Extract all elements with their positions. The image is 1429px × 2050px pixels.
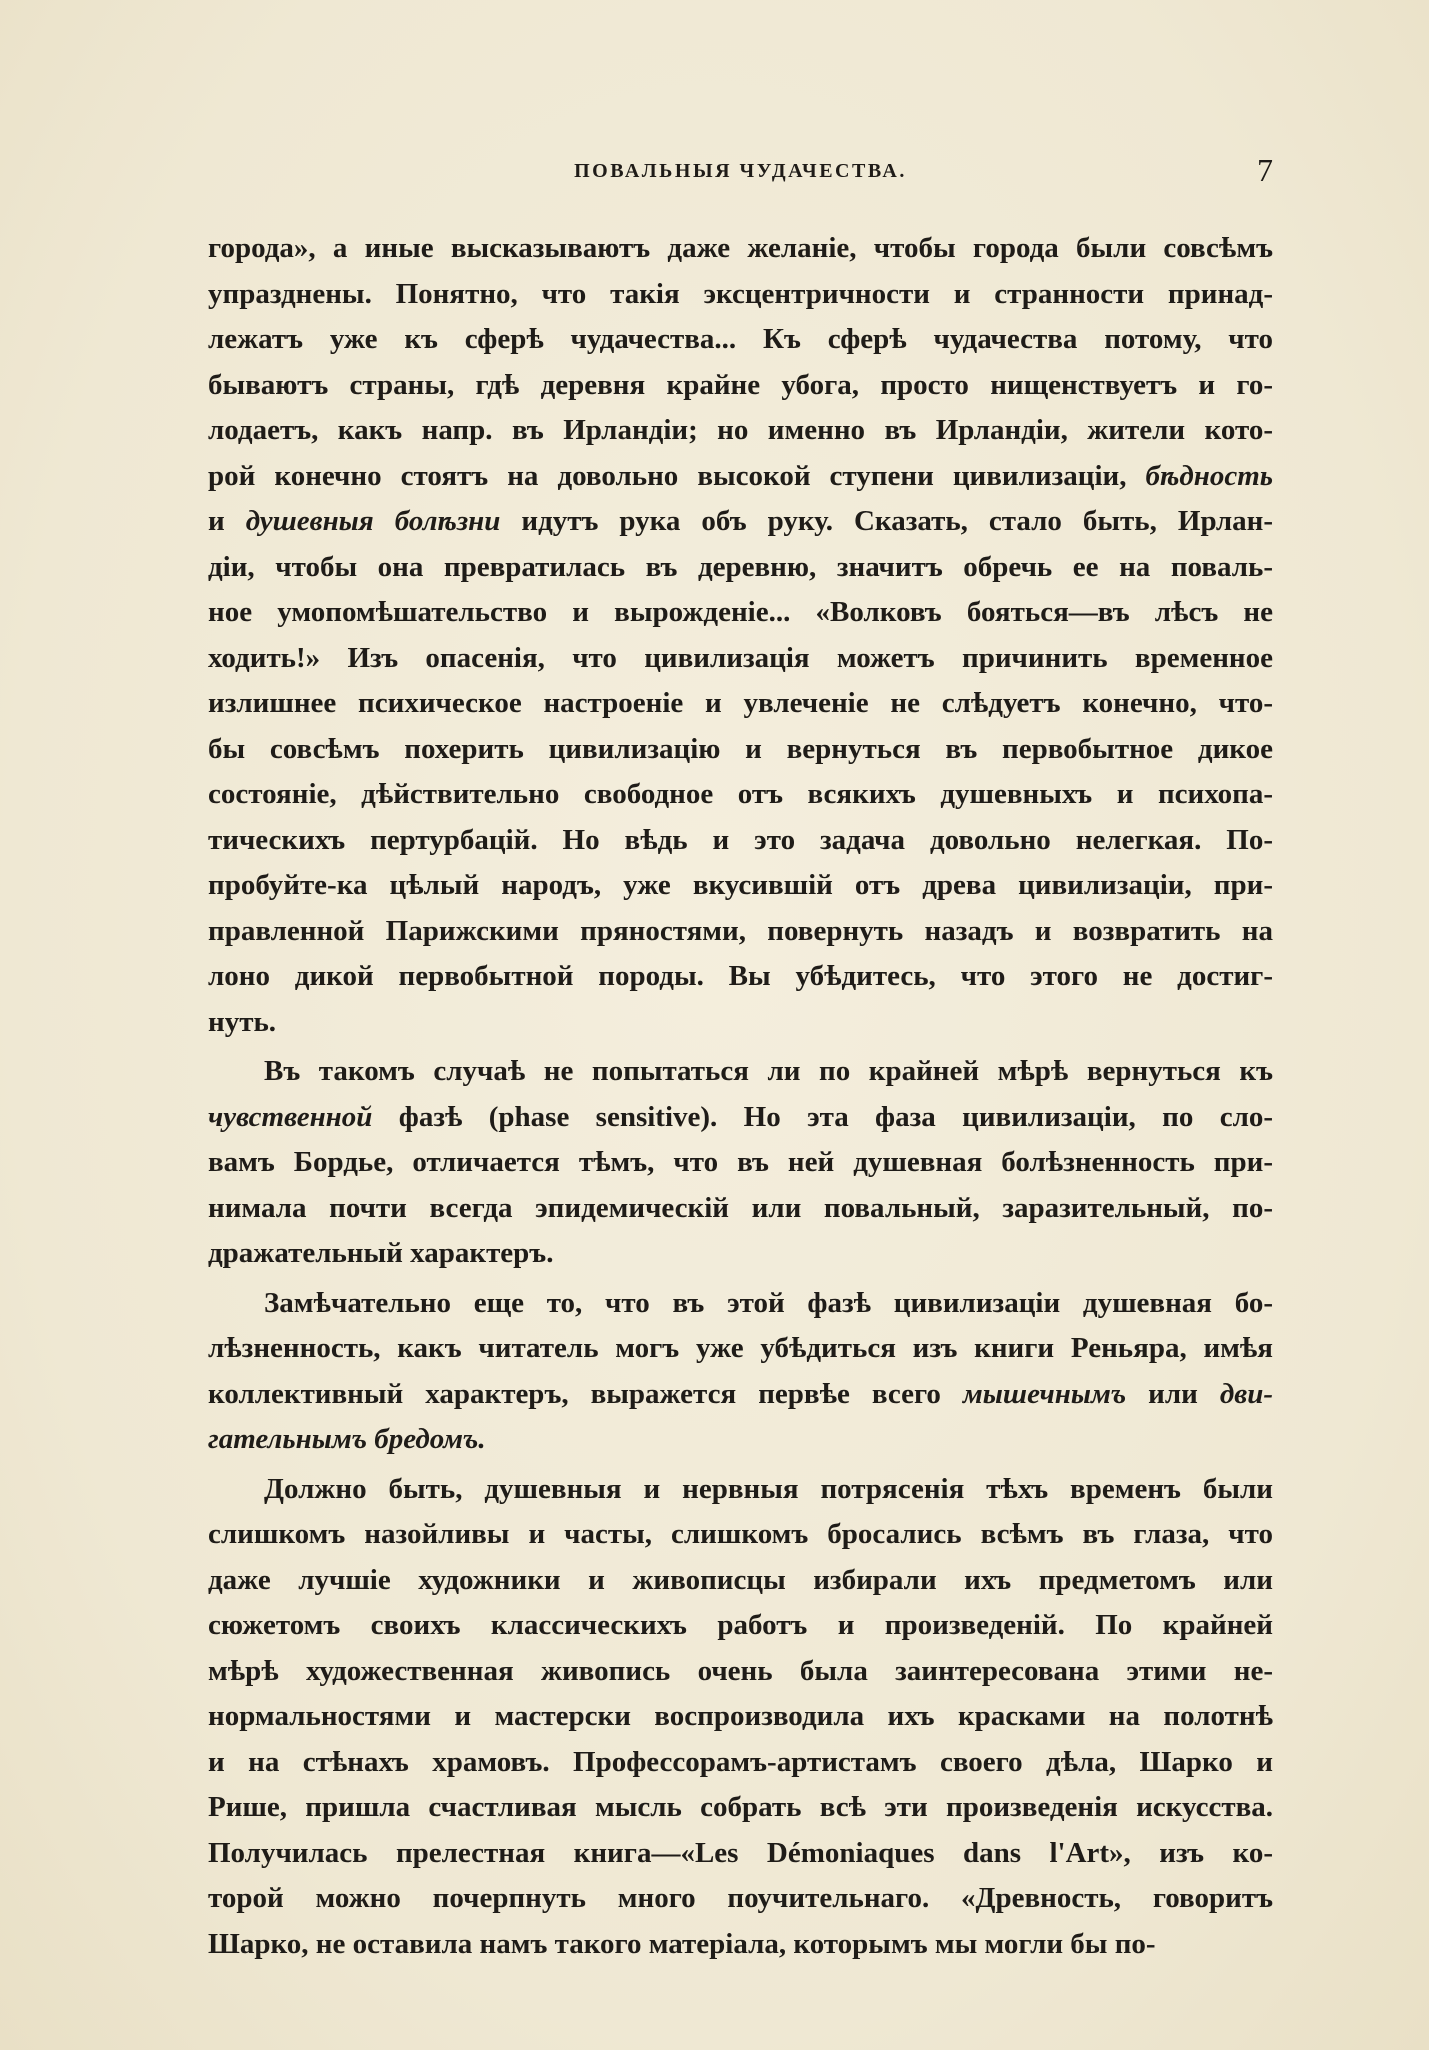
text-run: или	[1126, 1377, 1220, 1410]
text-line	[208, 954, 1273, 1000]
text-line	[208, 1467, 1273, 1513]
text-run: бываютъ страны, гдѣ деревня крайне убога, просто нищенствуетъ и го-	[208, 368, 1273, 401]
text-line	[208, 363, 1273, 409]
paragraph	[208, 1281, 1273, 1463]
text-run: лодаетъ, какъ напр. въ Ирландiи; но именно въ Ирландiи, жители кото-	[208, 414, 1273, 446]
text-run: коллективный характеръ, выражется первѣе всего	[208, 1377, 963, 1410]
text-line	[208, 818, 1273, 864]
text-run: идутъ рука объ руку. Сказать, стало быть, Ирлан-	[500, 505, 1273, 537]
text-line	[208, 1831, 1273, 1877]
text-line	[208, 1281, 1273, 1327]
text-line	[208, 317, 1273, 363]
text-run: нимала почти всегда эпидемическiй или повальный, заразительный, по-	[208, 1191, 1273, 1224]
running-head: ПОВАЛЬНЫЯ ЧУДАЧЕСТВА.	[574, 160, 907, 182]
text-run: слишкомъ назойливы и часты, слишкомъ бросались всѣмъ въ глаза, что	[208, 1518, 1273, 1550]
text-line	[208, 1876, 1273, 1922]
text-run: бы совсѣмъ похерить цивилизацiю и вернуться въ первобытное дикое	[208, 732, 1273, 765]
text-line	[208, 1231, 1273, 1277]
text-run: нуть.	[208, 1005, 277, 1038]
text-run: и на стѣнахъ храмовъ. Профессорамъ-артистамъ своего дѣла, Шарко и	[208, 1745, 1273, 1778]
text-run: даже лучшiе художники и живописцы избирали ихъ предметомъ или	[208, 1563, 1273, 1596]
text-line	[208, 1603, 1273, 1649]
text-run: пробуйте-ка цѣлый народъ, уже вкусившiй отъ древа цивилизацiи, при-	[208, 869, 1273, 901]
text-line	[208, 681, 1273, 727]
text-line	[208, 1326, 1273, 1372]
text-line	[208, 1512, 1273, 1558]
text-line	[208, 772, 1273, 818]
text-line	[208, 408, 1273, 454]
text-run: сюжетомъ своихъ классическихъ работъ и произведенiй. По крайней	[208, 1609, 1273, 1641]
emphasis-text: гательнымъ бредомъ.	[208, 1423, 486, 1455]
text-run: нормальностями и мастерски воспроизводила ихъ красками на полотнѣ	[208, 1700, 1273, 1732]
text-line	[208, 1417, 1273, 1463]
emphasis-text: душевныя болѣзни	[245, 505, 501, 537]
text-line	[208, 1740, 1273, 1786]
text-run: города», а иные высказываютъ даже желанiе, чтобы города были совсѣмъ	[208, 232, 1273, 264]
text-run: вамъ Бордье, отличается тѣмъ, что въ ней душевная болѣзненность при-	[208, 1146, 1273, 1178]
text-run: лѣзненность, какъ читатель могъ уже убѣдиться изъ книги Реньяра, имѣя	[208, 1332, 1273, 1364]
text-line	[208, 1372, 1273, 1418]
text-line	[208, 1186, 1273, 1232]
text-run: торой можно почерпнуть много поучительнаго. «Древность, говоритъ	[208, 1882, 1273, 1914]
text-line	[208, 1095, 1273, 1141]
text-run: ходить!» Изъ опасенiя, что цивилизацiя можетъ причинить временное	[208, 641, 1273, 674]
text-run: Въ такомъ случаѣ не попытаться ли по крайней мѣрѣ вернуться къ	[264, 1055, 1273, 1087]
text-line	[208, 863, 1273, 909]
text-run: правленной Парижскими пряностями, повернуть назадъ и возвратить на	[208, 914, 1273, 947]
emphasis-text: чувственной	[208, 1100, 373, 1133]
text-run: состоянiе, дѣйствительно свободное отъ всякихъ душевныхъ и психопа-	[208, 778, 1273, 810]
text-run: упразднены. Понятно, что такiя эксцентричности и странности принад-	[208, 277, 1273, 310]
text-run: Должно быть, душевныя и нервныя потрясенiя тѣхъ временъ были	[264, 1472, 1273, 1505]
text-run: фазѣ (phase sensitive). Но эта фаза цивилизацiи, по сло-	[372, 1100, 1273, 1133]
paragraph	[208, 226, 1273, 1045]
body-text	[208, 226, 1273, 1967]
text-run: Рише, пришла счастливая мысль собрать всѣ эти произведенiя искусства.	[208, 1791, 1273, 1823]
text-run: и	[208, 505, 246, 537]
text-line	[208, 1649, 1273, 1695]
text-line	[208, 909, 1273, 955]
emphasis-text: дви-	[1219, 1377, 1273, 1410]
emphasis-text: мышечнымъ	[962, 1377, 1127, 1410]
text-run: Замѣчательно еще то, что въ этой фазѣ цивилизацiи душевная бо-	[264, 1286, 1273, 1319]
text-line	[208, 1694, 1273, 1740]
emphasis-text: бѣдность	[1145, 459, 1273, 492]
text-line	[208, 545, 1273, 591]
paragraph	[208, 1467, 1273, 1968]
page-header	[208, 152, 1273, 192]
text-line	[208, 272, 1273, 318]
text-line	[208, 636, 1273, 682]
text-line	[208, 499, 1273, 545]
page-number: 7	[1257, 152, 1273, 188]
text-run: дражательный характеръ.	[208, 1237, 554, 1269]
paragraph	[208, 1049, 1273, 1277]
text-run: тическихъ пертурбацiй. Но вѣдь и это задача довольно нелегкая. По-	[208, 823, 1273, 856]
text-line	[208, 226, 1273, 272]
text-run: Получилась прелестная книга—«Les Démoniaques dans l'Art», изъ ко-	[208, 1836, 1273, 1869]
text-line	[208, 727, 1273, 773]
text-run: ное умопомѣшательство и вырожденiе... «Волковъ бояться—въ лѣсъ не	[208, 596, 1273, 628]
text-run: лоно дикой первобытной породы. Вы убѣдитесь, что этого не достиг-	[208, 960, 1273, 992]
text-run: лежатъ уже къ сферѣ чудачества... Къ сферѣ чудачества потому, что	[208, 323, 1273, 355]
text-line	[208, 1558, 1273, 1604]
text-line	[208, 1049, 1273, 1095]
text-run: дiи, чтобы она превратилась въ деревню, значитъ обречь ее на поваль-	[208, 550, 1273, 583]
text-line	[208, 454, 1273, 500]
text-line	[208, 1785, 1273, 1831]
text-run: рой конечно стоятъ на довольно высокой ступени цивилизацiи,	[208, 459, 1146, 492]
text-line	[208, 1922, 1273, 1968]
text-line	[208, 1140, 1273, 1186]
text-run: Шарко, не оставила намъ такого матерiала, которымъ мы могли бы по-	[208, 1927, 1156, 1960]
text-run: мѣрѣ художественная живопись очень была заинтересована этими не-	[208, 1654, 1273, 1687]
text-line	[208, 1000, 1273, 1046]
text-line	[208, 590, 1273, 636]
text-run: излишнее психическое настроенiе и увлеченiе не слѣдуетъ конечно, что-	[208, 687, 1273, 719]
